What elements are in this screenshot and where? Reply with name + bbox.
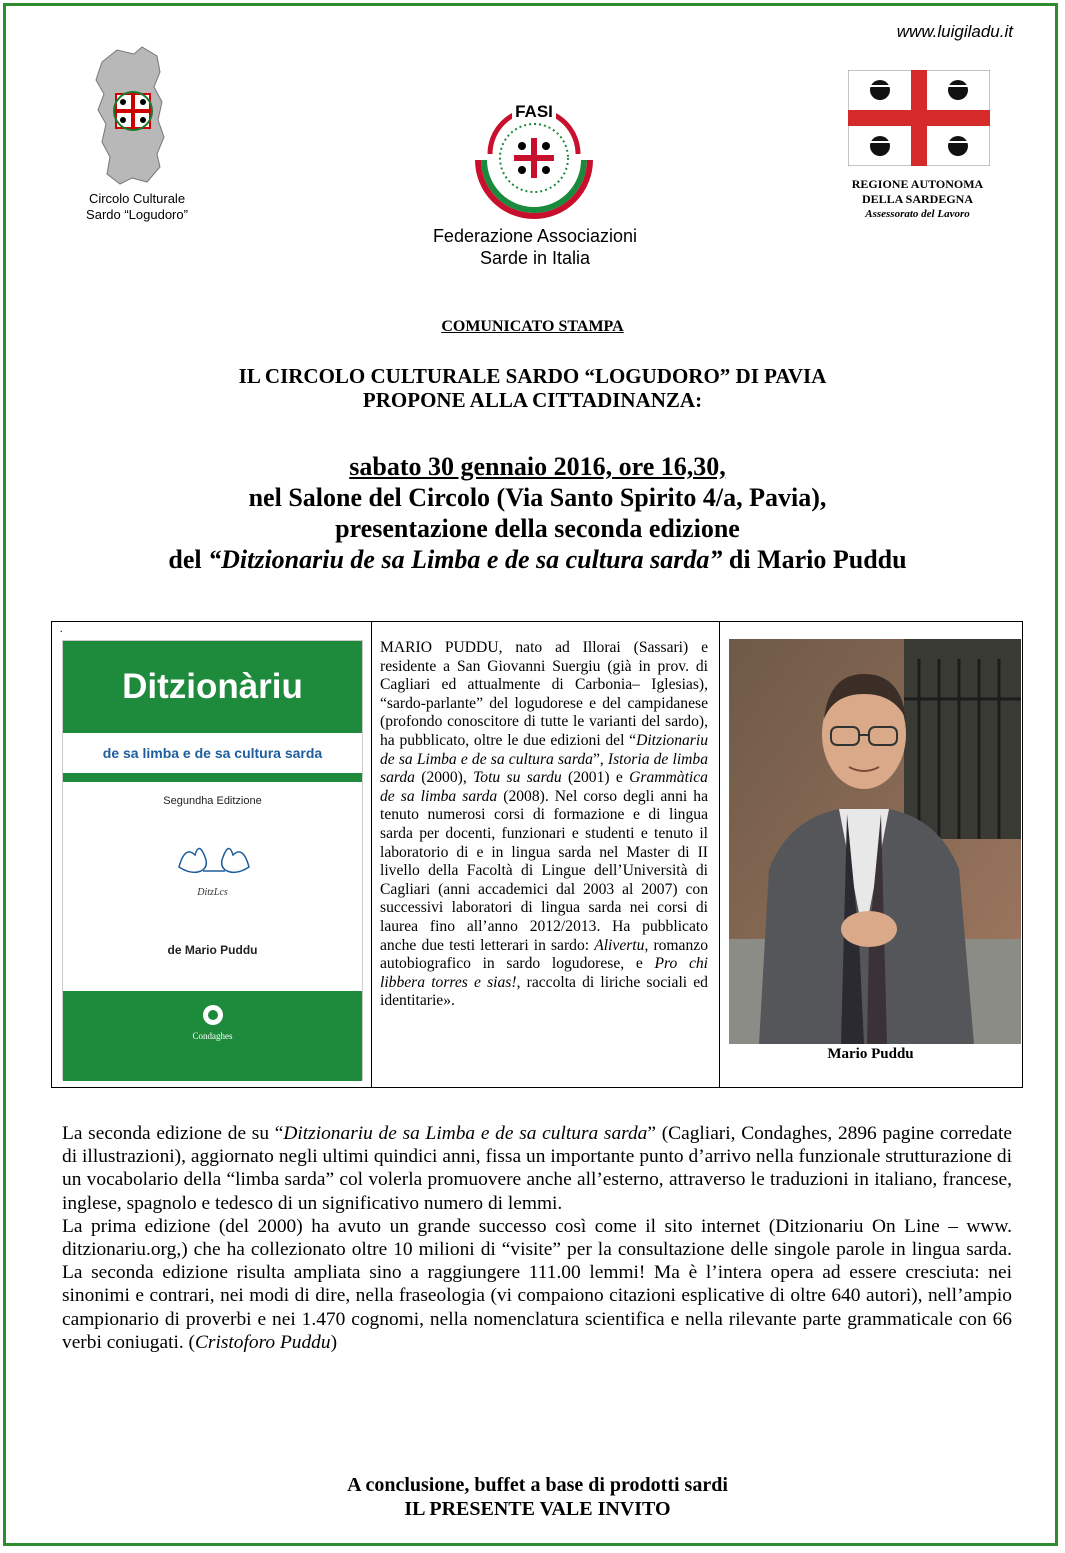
bio-title: Istoria de limba sarda	[380, 750, 709, 787]
event-book-author: di Mario Puddu	[722, 545, 907, 574]
book-cover-subtitle: de sa limba e de sa cultura sarda	[102, 745, 323, 761]
circolo-caption-line1: Circolo Culturale	[88, 191, 186, 206]
book-cover-publisher: Condaghes	[192, 1031, 233, 1041]
intro-heading	[0, 364, 1065, 412]
bio-title: Pro chi libbera torres e sias!	[380, 955, 708, 991]
circolo-caption-line2: Sardo “Logudoro”	[86, 207, 188, 222]
fasi-logo	[470, 98, 598, 220]
man-portrait-icon	[729, 639, 1021, 1044]
birds-emblem-icon	[173, 837, 255, 885]
comunicato-stampa-heading: COMUNICATO STAMPA	[441, 318, 624, 335]
body-text: ” (Cagliari, Condaghes, 2896 pagine corredate di illustrazioni), aggiornato negli ultimi quindici anni, fissa un importante punto d’arrivo nella funzionale strutturazione di un vocabolario della “limba sarda” col volerla promuovere anche all’esterno, attraverso le traduzioni in italiano, francese, inglese, spagnolo e tedesco di un significativo numero di lemmi.	[62, 1123, 1013, 1214]
bio-text: , romanzo autobiografico in sardo logudorese, e	[380, 936, 708, 973]
body-text: La prima edizione (del 2000) ha avuto un grande successo così come il sito internet (Ditzionariu On Line – www. ditzionariu.org,) che ha collezionato oltre 10 milioni di “visite” per la consultazione delle singole parole in lingua sarda. La seconda edizione risulta ampliata sino a raggiungere 111.00 lemmi! Ma è l’intera opera ad essere cresciuta: nei sinonimi e contrari, nei modi di dire, nella fraseologia (vi compaiono citazioni esplicative di oltre 640 autori), nell’ampio campionario di proverbi e nei 1.470 cognomi, nella nomenclatura scientifica e nella rilevante parte grammaticale con 66 verbi coniugati. (	[62, 1215, 1012, 1353]
closing-line2: IL PRESENTE VALE INVITO	[404, 1498, 671, 1520]
author-bio	[380, 639, 708, 1011]
book-cover-author: de Mario Puddu	[167, 943, 258, 957]
intro-line2: PROPONE ALLA CITTADINANZA:	[362, 388, 703, 412]
book-cover-title: Ditzionàriu	[63, 641, 362, 733]
fasi-caption	[395, 225, 675, 269]
main-body	[62, 1122, 1012, 1354]
bio-text: MARIO PUDDU, nato ad Illorai (Sassari) e residente a San Giovanni Suergiu (già in prov. di Cagliari ed attualmente di Carbonia– Iglesias), “sardo-parlante” del logudorese e del campidanese (profondo conoscitore di tutte le varianti del sardo), ha pubblicato, oltre le due edizioni del “	[380, 639, 708, 749]
body-text: )	[330, 1331, 338, 1353]
bio-text: (2001) e	[561, 769, 630, 787]
publisher-logo-icon	[201, 1003, 225, 1027]
bio-text: ”,	[592, 750, 608, 768]
fasi-logo-text: FASI	[515, 102, 553, 121]
event-announcement	[0, 451, 1065, 575]
bio-text: , raccolta di liriche sociali ed identitarie».	[380, 973, 708, 1010]
circolo-caption	[62, 191, 212, 223]
event-what: presentazione della seconda edizione	[335, 514, 740, 543]
bio-title: Ditzionariu de sa Limba e de sa cultura sarda	[380, 731, 708, 768]
book-cover	[62, 640, 363, 1080]
fasi-caption-line2: Sarde in Italia	[479, 248, 591, 268]
event-book-prefix: del	[168, 545, 209, 574]
fasi-caption-line1: Federazione Associazioni	[432, 226, 638, 246]
column-divider	[719, 622, 720, 1087]
event-book-title: “Ditzionariu de sa Limba e de sa cultura sarda”	[208, 545, 723, 574]
bio-text: (2000),	[414, 769, 474, 787]
fasi-emblem-icon	[470, 98, 598, 220]
circolo-logo	[72, 42, 202, 192]
body-author-signature: Cristoforo Puddu	[195, 1331, 331, 1353]
sardinia-map-icon	[72, 42, 202, 192]
bio-title: Grammàtica de sa limba sarda	[380, 769, 708, 805]
book-cover-logo-text: DitzLcs	[197, 887, 228, 898]
photo-caption: Mario Puddu	[827, 1046, 914, 1062]
closing-lines	[0, 1473, 1065, 1521]
regione-line1: REGIONE AUTONOMA	[851, 177, 984, 191]
book-cover-edition: Segundha Editzione	[163, 795, 262, 807]
body-paragraph-2	[62, 1215, 1012, 1354]
event-book-line	[0, 544, 1065, 575]
event-date: sabato 30 gennaio 2016, ore 16,30,	[349, 452, 726, 481]
regione-line3: Assessorato del Lavoro	[865, 208, 970, 220]
regione-caption	[835, 177, 1000, 222]
site-url[interactable]: www.luigiladu.it	[896, 22, 1013, 41]
bio-text: (2008). Nel corso degli anni ha tenuto numerosi corsi di formazione e di lingua sarda per docenti, funzionari e studenti e tenuto il laboratorio di e in lingua sarda nel Master di II livello della Facoltà di Lingue dell’Università di Cagliari (anni accademici dal 2003 al 2007) con successivi laboratori di lingua sarda nei corsi di laurea fino all’anno 2012/2013. Ha pubblicato anche due testi letterari in sardo:	[380, 787, 708, 954]
book-cover-bar	[63, 773, 362, 782]
column-divider	[371, 622, 372, 1087]
body-book-title: Ditzionariu de sa Limba e de sa cultura sarda	[283, 1123, 648, 1144]
body-text: La seconda edizione de su “	[62, 1123, 284, 1144]
intro-line1: IL CIRCOLO CULTURALE SARDO “LOGUDORO” DI PAVIA	[238, 364, 827, 388]
regione-flag	[848, 70, 990, 166]
closing-line1: A conclusione, buffet a base di prodotti sardi	[347, 1474, 728, 1496]
stray-dot: .	[60, 624, 63, 635]
regione-line2: DELLA SARDEGNA	[861, 192, 974, 206]
body-paragraph-1	[62, 1122, 1012, 1215]
four-moors-flag-icon	[848, 70, 990, 166]
bio-title: Alivertu	[594, 936, 645, 954]
bio-title: Totu su sardu	[473, 769, 562, 787]
event-place: nel Salone del Circolo (Via Santo Spirito 4/a, Pavia),	[248, 483, 827, 512]
author-photo	[729, 639, 1021, 1044]
